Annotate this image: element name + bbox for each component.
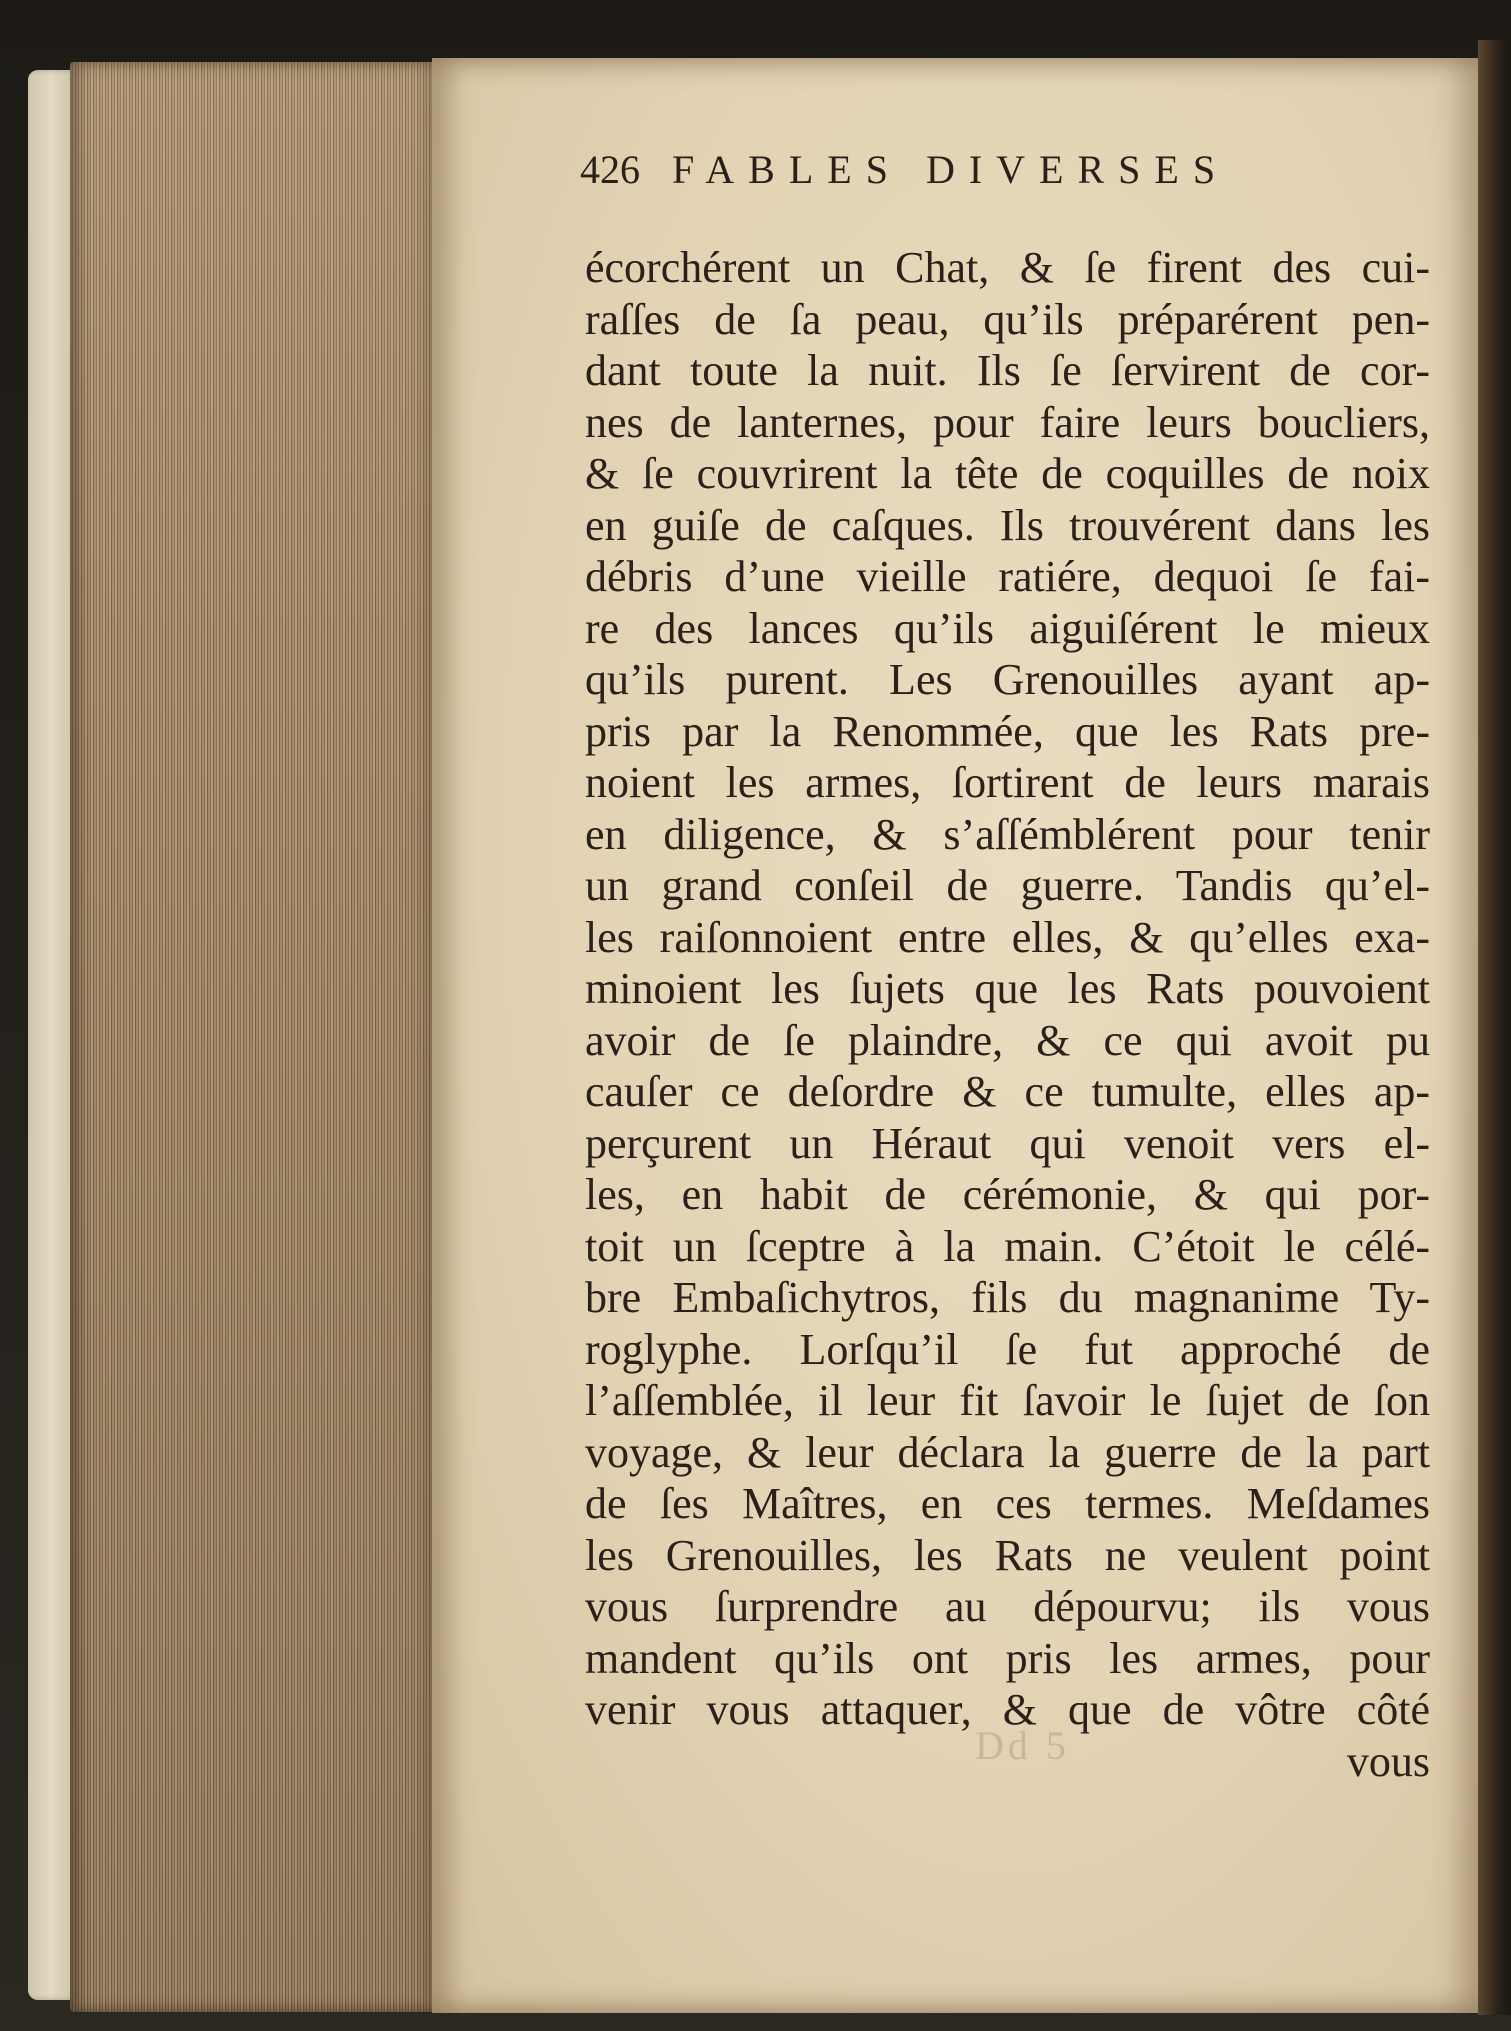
text-line: mandent qu’ils ont pris les armes, pour bbox=[585, 1633, 1430, 1683]
text-line: en diligence, & s’aſſémblérent pour tenir bbox=[585, 809, 1430, 859]
text-line: venir vous attaquer, & que de vôtre côté bbox=[585, 1685, 1430, 1734]
text-line: noient les armes, ſortirent de leurs marais bbox=[585, 758, 1430, 807]
text-line: voyage, & leur déclara la guerre de la part bbox=[585, 1427, 1430, 1477]
text-line: vous ſurprendre au dépourvu; ils vous bbox=[585, 1582, 1430, 1631]
text-line: les, en habit de cérémonie, & qui por- bbox=[585, 1170, 1430, 1219]
text-line: cauſer ce deſordre & ce tumulte, elles ap- bbox=[585, 1067, 1430, 1116]
text-line: raſſes de ſa peau, qu’ils préparérent pen- bbox=[585, 294, 1430, 344]
text-line: & ſe couvrirent la tête de coquilles de noix bbox=[585, 449, 1430, 498]
text-line: perçurent un Héraut qui venoit vers el- bbox=[585, 1118, 1430, 1168]
bleed-through-signature: Dd 5 bbox=[975, 1723, 1070, 1768]
text-line: les raiſonnoient entre elles, & qu’elles exa- bbox=[585, 912, 1430, 962]
text-line: de ſes Maîtres, en ces termes. Meſdames bbox=[585, 1479, 1430, 1528]
text-line: re des lances qu’ils aiguiſérent le mieux bbox=[585, 603, 1430, 653]
page-fore-edge bbox=[70, 62, 438, 2012]
text-line: pris par la Renommée, que les Rats pre- bbox=[585, 706, 1430, 756]
text-line: dant toute la nuit. Ils ſe ſervirent de cor- bbox=[585, 346, 1430, 395]
text-line: les Grenouilles, les Rats ne veulent point bbox=[585, 1530, 1430, 1580]
text-line: roglyphe. Lorſqu’il ſe fut approché de bbox=[585, 1324, 1430, 1374]
text-line: vous bbox=[1346, 1736, 1430, 1786]
text-line: nes de lanternes, pour faire leurs boucliers, bbox=[585, 397, 1430, 447]
running-title: FABLES DIVERSES bbox=[672, 147, 1230, 192]
text-line: un grand conſeil de guerre. Tandis qu’el- bbox=[585, 861, 1430, 910]
text-line: en guiſe de caſques. Ils trouvérent dans les bbox=[585, 500, 1430, 550]
book-gutter bbox=[1478, 40, 1511, 2015]
text-line: écorchérent un Chat, & ſe firent des cui- bbox=[585, 243, 1430, 292]
page-number: 426 bbox=[580, 147, 640, 192]
text-line: débris d’une vieille ratiére, dequoi ſe fai- bbox=[585, 552, 1430, 601]
text-line: l’aſſemblée, il leur fit ſavoir le ſujet de ſon bbox=[585, 1376, 1430, 1425]
body-text bbox=[585, 242, 1430, 1787]
text-line: avoir de ſe plaindre, & ce qui avoit pu bbox=[585, 1015, 1430, 1065]
running-head bbox=[580, 146, 1229, 193]
text-line: qu’ils purent. Les Grenouilles ayant ap- bbox=[585, 655, 1430, 704]
text-line: bre Embaſichytros, fils du magnanime Ty- bbox=[585, 1273, 1430, 1322]
text-line: minoient les ſujets que les Rats pouvoient bbox=[585, 964, 1430, 1013]
text-line: toit un ſceptre à la main. C’étoit le célé- bbox=[585, 1221, 1430, 1271]
